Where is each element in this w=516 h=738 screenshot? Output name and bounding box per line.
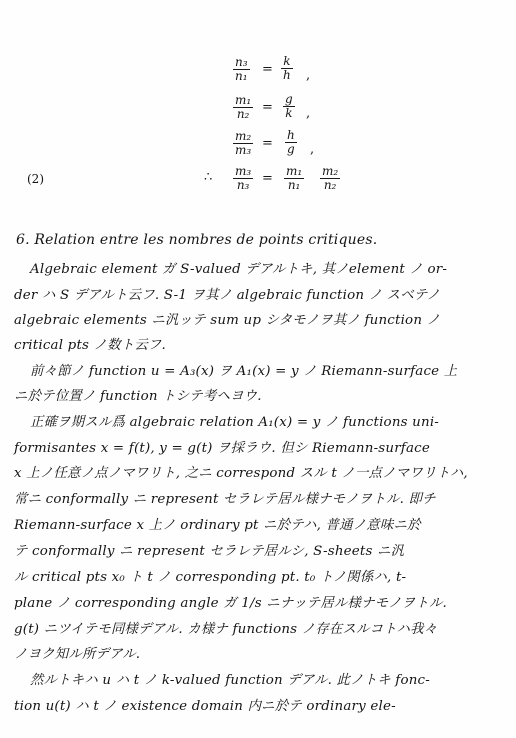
eq1-rhs-numerator: k bbox=[281, 55, 293, 69]
body-line: 前々節ノ function u = A₃(x) ヲ A₁(x) = y ノ Riemann-surface 上 bbox=[30, 364, 458, 379]
eq1-lhs-numerator: n₃ bbox=[235, 55, 248, 69]
eq4-rhs1-fraction bbox=[284, 165, 304, 192]
eq3-rhs-fraction bbox=[285, 129, 297, 156]
eq1-rhs-fraction bbox=[281, 55, 293, 82]
eq2-comma: , bbox=[306, 106, 311, 121]
eq4-rhs1-denominator: n₁ bbox=[287, 178, 301, 192]
eq1-lhs-denominator: n₁ bbox=[235, 69, 248, 83]
eq2-rhs-fraction bbox=[283, 93, 295, 120]
eq4-lhs-denominator: n₃ bbox=[236, 178, 250, 192]
equation-label: (2) bbox=[27, 172, 44, 186]
body-line: formisantes x = f(t), y = g(t) ヲ採ラウ. 但シ Riemann-surface bbox=[14, 441, 430, 456]
body-line: plane ノ corresponding angle ガ 1/s ニナッテ居ル様ナモノヲトル. bbox=[14, 596, 447, 611]
eq3-lhs-denominator: m₃ bbox=[235, 143, 252, 157]
body-line: ノヨク知ル所デアル. bbox=[14, 647, 141, 662]
eq3-rhs-numerator: h bbox=[287, 128, 295, 142]
body-line: 正確ヲ期スル爲 algebraic relation A₁(x) = y ノ functions uni- bbox=[30, 415, 440, 430]
eq2-lhs-fraction bbox=[233, 94, 253, 121]
eq2-equals: = bbox=[262, 100, 273, 115]
body-line: tion u(t) ハ t ノ existence domain 内ニ於テ ordinary ele- bbox=[14, 699, 396, 714]
body-line: 然ルトキハ u ハ t ノ k-valued function デアル. 此ノトキ fonc- bbox=[30, 673, 430, 688]
body-line: x 上ノ任意ノ点ノマワリト, 之ニ correspond スル t ノ一点ノマワリトハ, bbox=[14, 466, 468, 481]
eq1-equals: = bbox=[262, 62, 273, 77]
eq3-comma: , bbox=[310, 142, 315, 157]
eq4-rhs1-numerator: m₁ bbox=[286, 164, 303, 178]
eq3-lhs-fraction bbox=[233, 130, 253, 157]
eq3-equals: = bbox=[262, 136, 273, 151]
body-line: critical pts ノ数ト云フ. bbox=[14, 338, 166, 353]
body-line: algebraic elements ニ汎ッテ sum up シタモノヲ其ノ function ノ bbox=[14, 313, 441, 328]
eq2-lhs-denominator: n₂ bbox=[236, 107, 250, 121]
eq1-lhs-fraction bbox=[233, 56, 250, 83]
body-line: ル critical pts x₀ ト t ノ corresponding pt. t₀ トノ関係ハ, t- bbox=[14, 570, 407, 585]
body-line: g(t) ニツイテモ同様デアル. カ様ナ functions ノ存在スルコトハ我々 bbox=[14, 622, 438, 637]
eq2-rhs-numerator: g bbox=[285, 92, 293, 106]
body-line: der ハ S デアルト云フ. S-1 ヲ其ノ algebraic function ノ スベテノ bbox=[14, 288, 441, 303]
eq4-lhs-numerator: m₃ bbox=[235, 164, 252, 178]
eq4-equals: = bbox=[262, 171, 273, 186]
eq2-lhs-numerator: m₁ bbox=[235, 93, 252, 107]
body-line: Algebraic element ガ S-valued デアルトキ, 其ノelement ノ or- bbox=[30, 262, 448, 277]
eq3-rhs-denominator: g bbox=[287, 142, 295, 156]
eq2-rhs-denominator: k bbox=[285, 106, 293, 120]
body-line: ニ於テ位置ノ function トシテ考ヘヨウ. bbox=[14, 389, 262, 404]
eq1-rhs-denominator: h bbox=[283, 68, 291, 82]
body-line: テ conformally ニ represent セラレテ居ルシ, S-sheets ニ汎 bbox=[14, 544, 405, 559]
eq4-lhs-fraction bbox=[233, 165, 253, 192]
eq3-lhs-numerator: m₂ bbox=[235, 129, 252, 143]
eq1-comma: , bbox=[306, 68, 311, 83]
eq4-rhs2-fraction bbox=[320, 165, 340, 192]
eq4-rhs2-denominator: n₂ bbox=[323, 178, 337, 192]
eq4-rhs2-numerator: m₂ bbox=[322, 164, 339, 178]
therefore-symbol: ∴ bbox=[204, 170, 213, 185]
body-line: Riemann-surface x 上ノ ordinary pt ニ於テハ, 普通ノ意味ニ於 bbox=[14, 518, 421, 533]
body-line: 常ニ conformally ニ represent セラレテ居ル様ナモノヲトル. 即チ bbox=[14, 492, 436, 507]
section-heading: 6. Relation entre les nombres de points critiques. bbox=[16, 232, 378, 248]
